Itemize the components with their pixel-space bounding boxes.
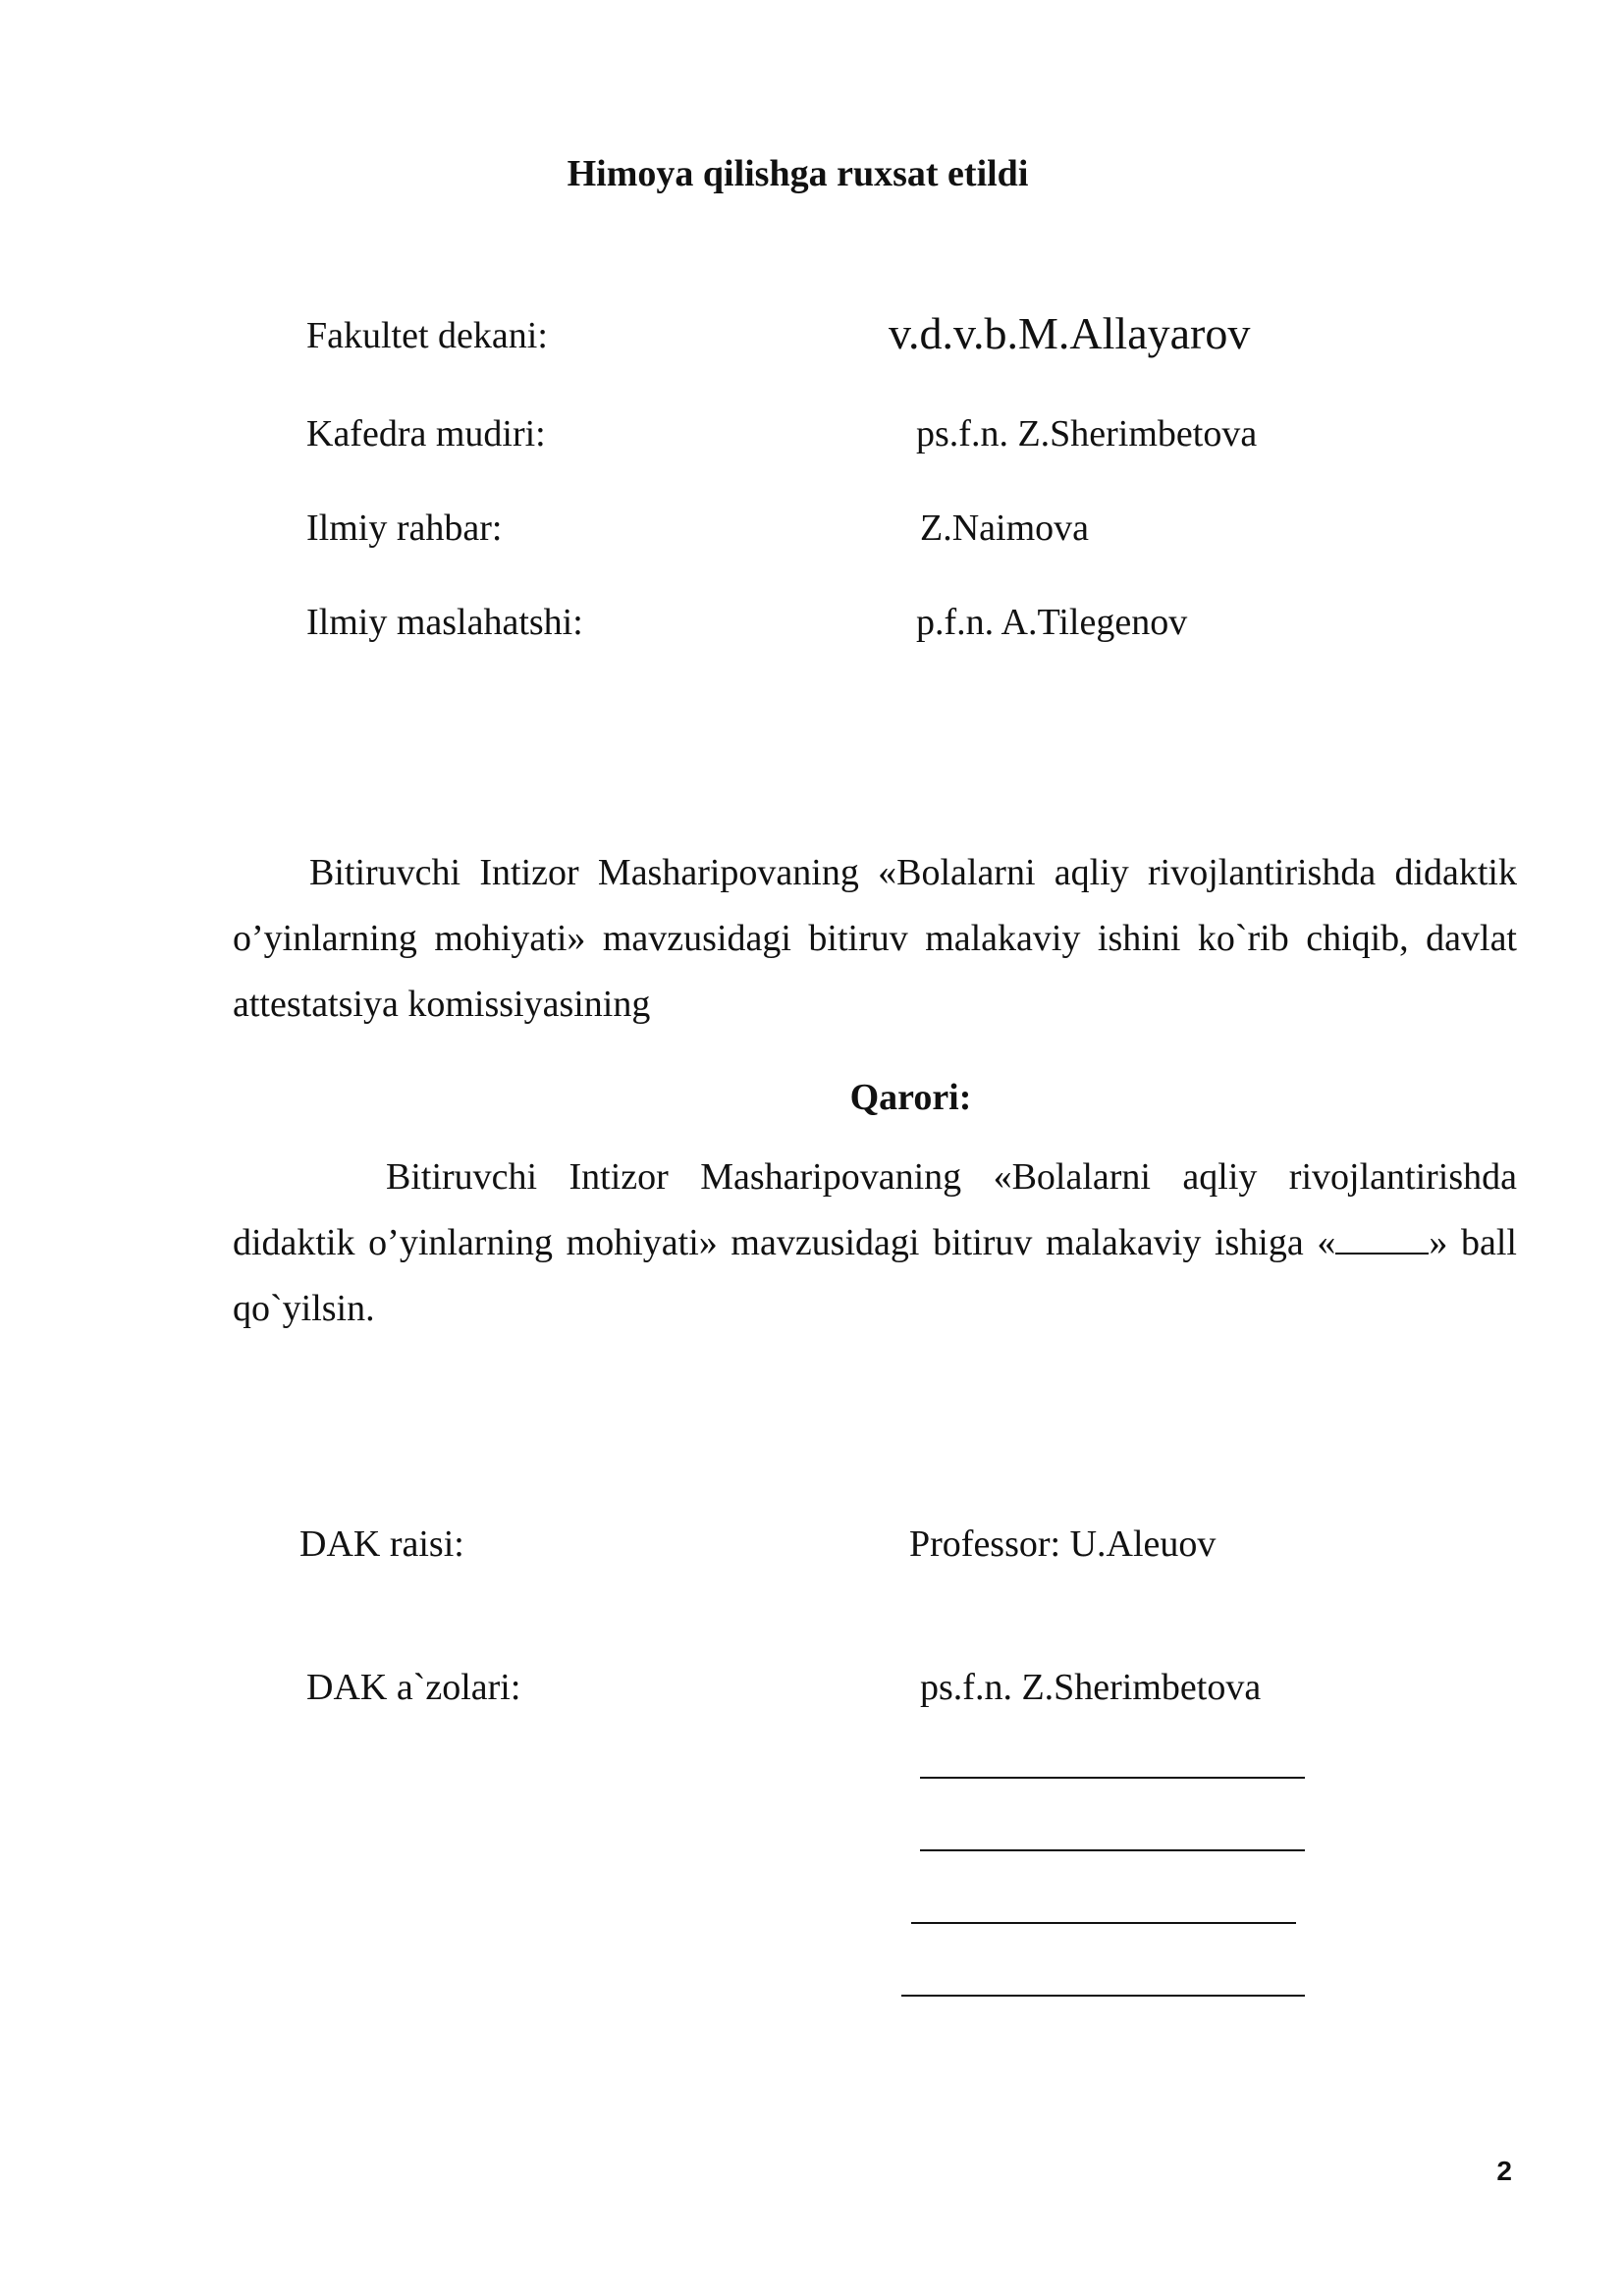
- document-title: Himoya qilishga ruxsat etildi: [567, 153, 1029, 194]
- decision-text-before-blank: Bitiruvchi Intizor Masharipovaning «Bolalarni aqliy rivojlantirishda didaktik o’yinlarning mohiyati» mavzusidagi bitiruv malakaviy ishiga «: [233, 1156, 1517, 1263]
- decision-heading: Qarori:: [849, 1077, 972, 1118]
- chair-label: DAK raisi:: [299, 1523, 464, 1565]
- chair-value: Professor: U.Aleuov: [909, 1523, 1217, 1565]
- approval-label-dean: Fakultet dekani:: [306, 315, 548, 356]
- members-label: DAK a`zolari:: [306, 1667, 521, 1708]
- approval-label-supervisor: Ilmiy rahbar:: [306, 507, 503, 549]
- score-blank: [1335, 1221, 1429, 1255]
- approval-value-consultant: p.f.n. A.Tilegenov: [916, 602, 1188, 643]
- approval-value-dean: v.d.v.b.M.Allayarov: [889, 308, 1251, 358]
- members-value: ps.f.n. Z.Sherimbetova: [920, 1667, 1262, 1708]
- approval-value-head: ps.f.n. Z.Sherimbetova: [916, 413, 1258, 454]
- approval-label-consultant: Ilmiy maslahatshi:: [306, 602, 583, 643]
- page-number: 2: [1496, 2156, 1512, 2186]
- approval-value-supervisor: Z.Naimova: [920, 507, 1090, 549]
- intro-paragraph: [233, 840, 1517, 1038]
- decision-text-after-blank: » ball qo`yilsin.: [233, 1222, 1517, 1329]
- member-signature-line: [901, 1995, 1305, 1997]
- decision-paragraph: [233, 1145, 1517, 1342]
- approval-label-head: Kafedra mudiri:: [306, 413, 546, 454]
- member-signature-line: [920, 1777, 1305, 1779]
- member-signature-line: [920, 1849, 1305, 1851]
- intro-paragraph-text: Bitiruvchi Intizor Masharipovaning «Bolalarni aqliy rivojlantirishda didaktik o’yinlarning mohiyati» mavzusidagi bitiruv malakaviy ishini ko`rib chiqib, davlat attestatsiya komissiyasining: [233, 852, 1517, 1025]
- member-signature-line: [911, 1922, 1296, 1924]
